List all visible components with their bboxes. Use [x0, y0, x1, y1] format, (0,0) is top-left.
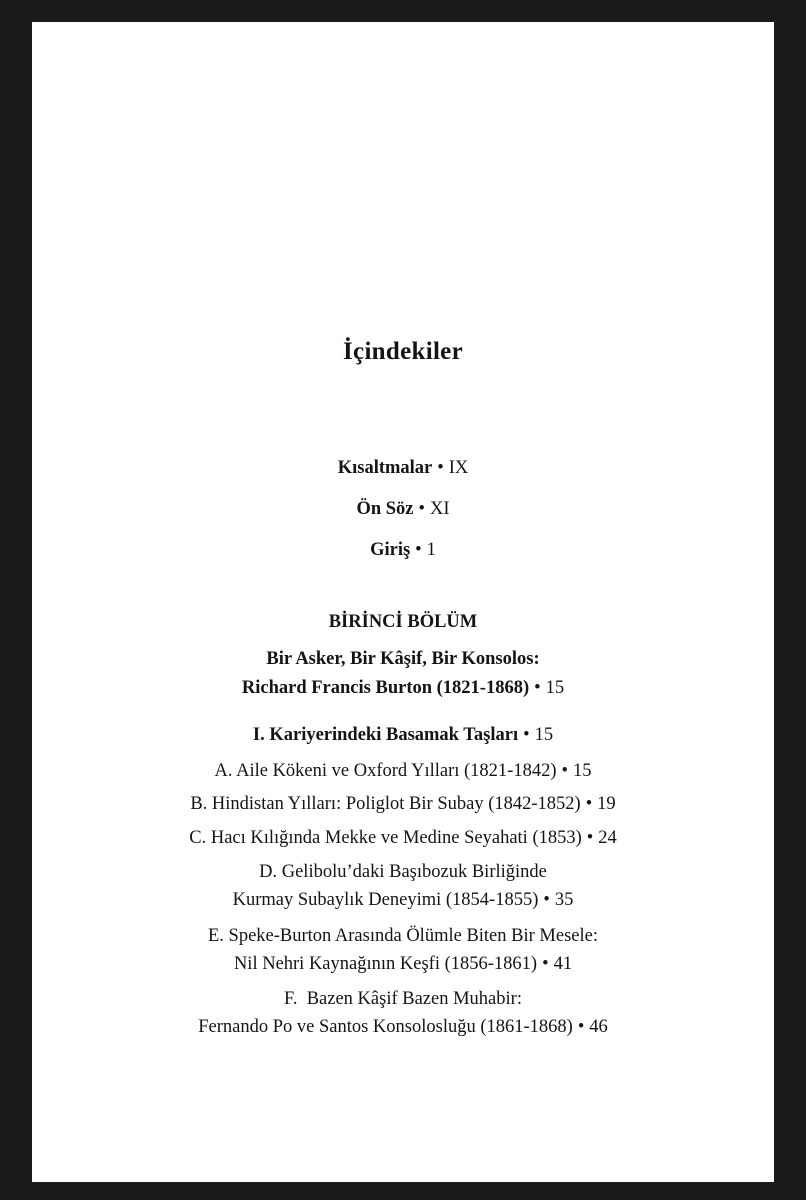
toc-entry-preface: Ön Söz • XI	[356, 499, 450, 519]
toc-entry-f-line2: Fernando Po ve Santos Konsolosluğu (1861-1868) • 46	[198, 1017, 608, 1037]
part-heading: BİRİNCİ BÖLÜM	[328, 612, 478, 632]
toc-entry-introduction: Giriş • 1	[370, 540, 436, 560]
section-heading: I. Kariyerindeki Basamak Taşları • 15	[252, 725, 554, 745]
toc-entry-a: A. Aile Kökeni ve Oxford Yılları (1821-1842) • 15	[214, 761, 592, 781]
part-title-line1: Bir Asker, Bir Kâşif, Bir Konsolos:	[266, 649, 540, 669]
part-title-line2: Richard Francis Burton (1821-1868) • 15	[241, 678, 565, 698]
toc-entry-c: C. Hacı Kılığında Mekke ve Medine Seyahati (1853) • 24	[189, 828, 617, 848]
toc-entry-abbreviations: Kısaltmalar • IX	[337, 458, 469, 478]
toc-entry-f-line1: F. Bazen Kâşif Bazen Muhabir:	[284, 989, 522, 1009]
toc-entry-d-line2: Kurmay Subaylık Deneyimi (1854-1855) • 35	[232, 890, 574, 910]
book-page	[32, 22, 774, 1182]
toc-title: İçindekiler	[343, 338, 463, 365]
toc-entry-e-line1: E. Speke-Burton Arasında Ölümle Biten Bir Mesele:	[208, 926, 598, 946]
toc-entry-b: B. Hindistan Yılları: Poliglot Bir Subay (1842-1852) • 19	[190, 794, 616, 814]
toc-entry-e-line2: Nil Nehri Kaynağının Keşfi (1856-1861) • 41	[233, 954, 573, 974]
toc-entry-d-line1: D. Gelibolu’daki Başıbozuk Birliğinde	[259, 862, 547, 882]
